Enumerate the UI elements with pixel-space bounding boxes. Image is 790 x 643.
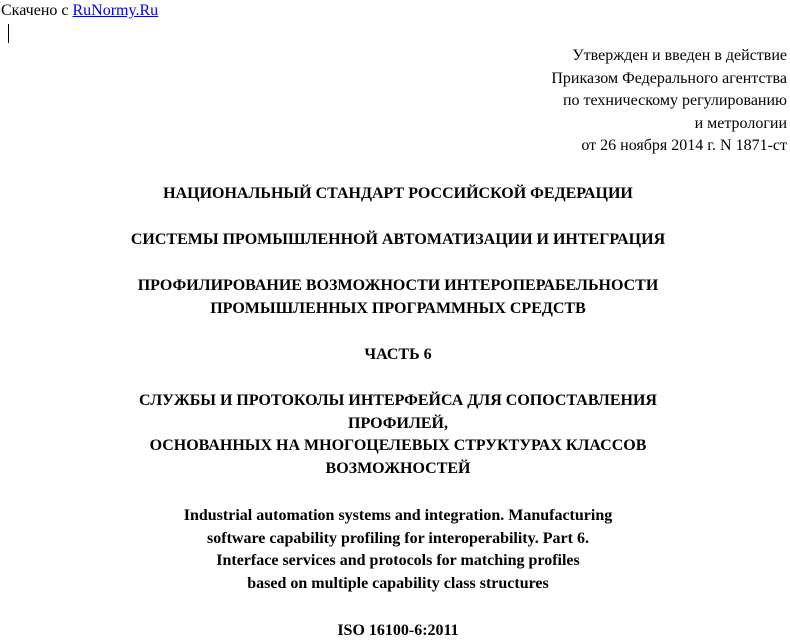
systems-title-line: СИСТЕМЫ ПРОМЫШЛЕННОЙ АВТОМАТИЗАЦИИ И ИНТЕГРАЦИЯ: [130, 231, 666, 248]
source-line: [1, 1, 158, 21]
profiling-title-line: ПРОМЫШЛЕННЫХ ПРОГРАММНЫХ СРЕДСТВ: [210, 299, 586, 317]
iso-designation-line: ISO 16100-6:2011: [337, 622, 459, 639]
approval-line: и метрологии: [694, 114, 787, 132]
english-title: [0, 505, 790, 595]
english-title-line: based on multiple capability class structures: [247, 574, 549, 592]
services-title-line: ОСНОВАННЫХ НА МНОГОЦЕЛЕВЫХ СТРУКТУРАХ КЛАССОВ: [149, 437, 647, 454]
services-title: [0, 390, 790, 480]
standard-title-line: НАЦИОНАЛЬНЫЙ СТАНДАРТ РОССИЙСКОЙ ФЕДЕРАЦИИ: [163, 185, 633, 202]
text-caret: [8, 24, 9, 43]
approval-line: Утвержден и введен в действие: [572, 47, 787, 64]
english-title-line: software capability profiling for interoperability. Part 6.: [207, 529, 589, 547]
source-prefix: Скачено с: [1, 2, 73, 19]
standard-title: [0, 183, 790, 206]
profiling-title: [0, 275, 790, 320]
english-title-line: Industrial automation systems and integration. Manufacturing: [183, 507, 613, 524]
source-link[interactable]: RuNormy.Ru: [72, 2, 159, 19]
profiling-title-line: ПРОФИЛИРОВАНИЕ ВОЗМОЖНОСТИ ИНТЕРОПЕРАБЕЛЬНОСТИ: [137, 277, 659, 294]
approval-line: от 26 ноября 2014 г. N 1871-ст: [581, 137, 787, 154]
approval-line: Приказом Федерального агентства: [551, 69, 787, 87]
services-title-line: ПРОФИЛЕЙ,: [348, 414, 448, 432]
part-title-line: ЧАСТЬ 6: [364, 346, 432, 363]
services-title-line: ВОЗМОЖНОСТЕЙ: [325, 459, 471, 477]
systems-title: [0, 229, 790, 252]
approval-block: [551, 45, 787, 158]
services-title-line: СЛУЖБЫ И ПРОТОКОЛЫ ИНТЕРФЕЙСА ДЛЯ СОПОСТАВЛЕНИЯ: [139, 392, 657, 409]
part-title: [0, 344, 790, 367]
approval-line: по техническому регулированию: [562, 92, 787, 109]
english-title-line: Interface services and protocols for matching profiles: [216, 552, 580, 569]
iso-designation: [0, 620, 790, 643]
